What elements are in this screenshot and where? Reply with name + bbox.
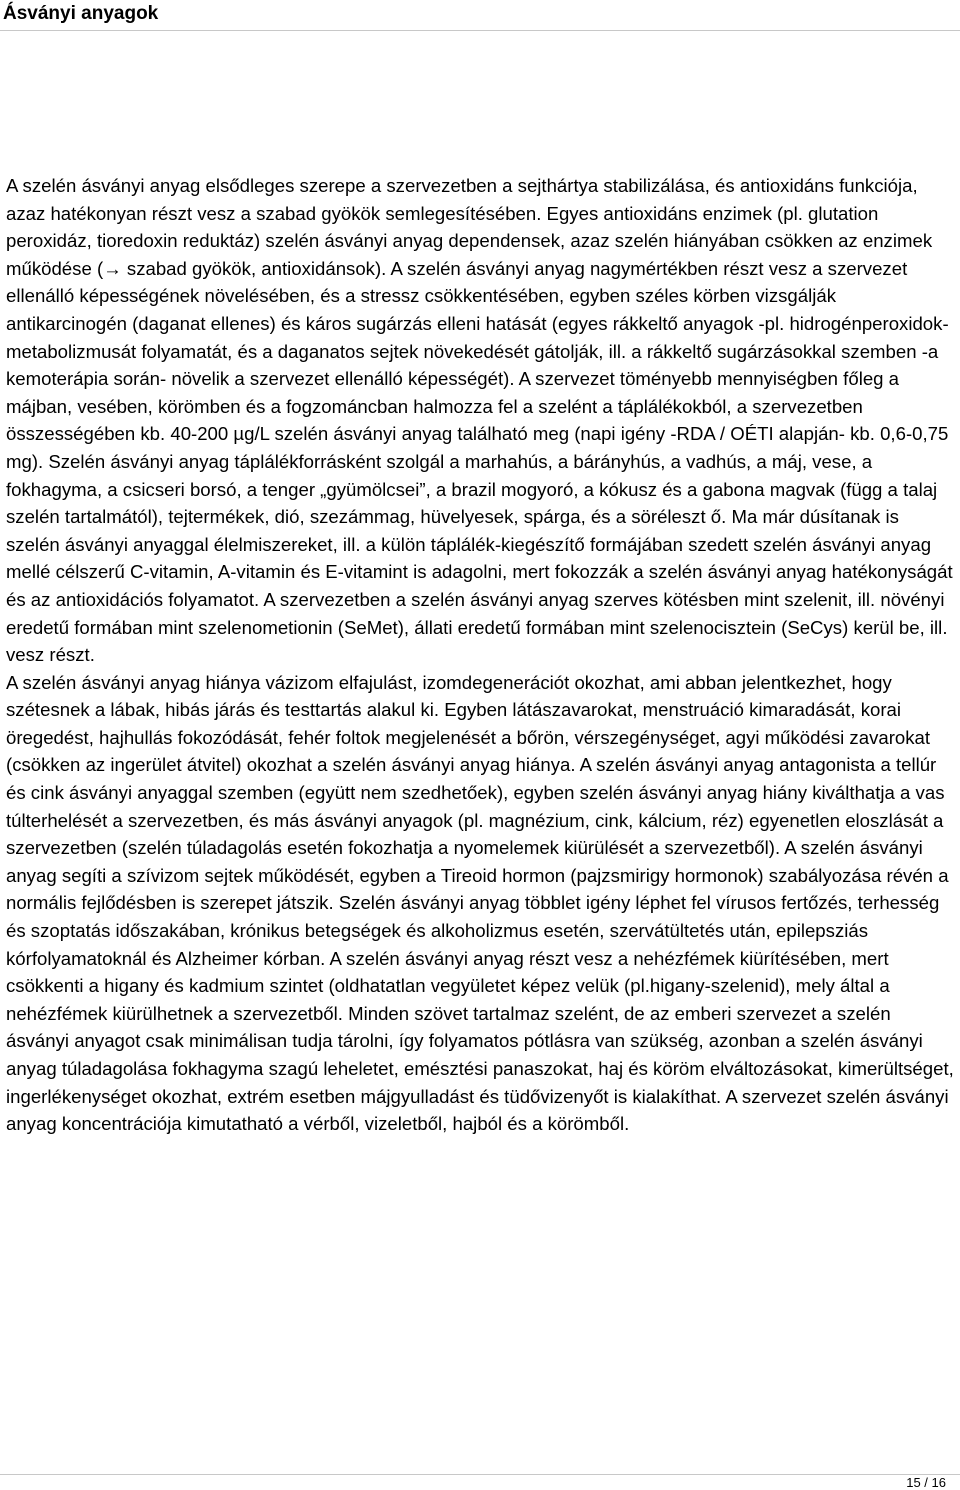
page-number: 15 / 16 (906, 1475, 946, 1490)
paragraph-selenium-deficiency: A szelén ásványi anyag hiánya vázizom elfajulást, izomdegenerációt okozhat, ami abban jelentkezhet, hogy szétesnek a lábak, hibás járás és testtartás alakul ki. Egyben látászavarokat, menstruáció kimaradását, korai öregedést, hajhullás fokozódását, fehér foltok megjelenését a bőrön, vérszegénységet, agyi működési zavarokat (csökken az ingerület átvitel) okozhat a szelén ásványi anyag hiánya. A szelén ásványi anyag antagonista a tellúr és cink ásványi anyaggal szemben (együtt nem szedhetőek), egyben szelén ásványi anyag hiány kiválthatja a vas túlterhelését a szervezetben, és más ásványi anyagok (pl. magnézium, cink, kálcium, réz) egyenetlen eloszlását a szervezetben (szelén túladagolás esetén fokozhatja a nyomelemek kiürülését a szervezetből). A szelén ásványi anyag segíti a szívizom sejtek működését, egyben a Tireoid hormon (pajzsmirigy hormonok) szabályozása révén a normális fejlődésben is szerepet játszik. Szelén ásványi anyag többlet igény léphet fel vírusos fertőzés, terhesség és szoptatás időszakában, krónikus betegségek és alkoholizmus esetén, szervátültetés után, epilepsziás kórfolyamatoknál és Alzheimer kórban. A szelén ásványi anyag részt vesz a nehézfémek kiürítésében, mert csökkenti a higany és kadmium szintet (oldhatatlan vegyületet képez velük (pl.higany-szelenid), mely által a nehézfémek kiürülhetnek a szervezetből. Minden szövet tartalmaz szelént, de az emberi szervezet a szelén ásványi anyagot csak minimálisan tudja tárolni, így folyamatos pótlásra van szükség, azonban a szelén ásványi anyag túladagolása fokhagyma szagú leheletet, emésztési panaszokat, haj és köröm elváltozásokat, kimerültséget, ingerlékenységet okozhat, extrém esetben májgyulladást és tüdővizenyőt is kialakíthat. A szervezet szelén ásványi anyag koncentrációja kimutatható a vérből, vizeletből, hajból és a körömből. (6, 671, 954, 1135)
footer-divider (0, 1474, 960, 1475)
document-title: Ásványi anyagok (3, 3, 159, 24)
paragraph-selenium-role: A szelén ásványi anyag elsődleges szerepe a szervezetben a sejthártya stabilizálása, és antioxidáns funkciója, azaz hatékonyan részt vesz a szabad gyökök semlegesítésében. Egyes antioxidáns enzimek (pl. glutation peroxidáz, tioredoxin reduktáz) szelén ásványi anyag dependensek, azaz szelén hiányában csökken az enzimek működése (→ szabad gyökök, antioxidánsok). A szelén ásványi anyag nagymértékben részt vesz a szervezet ellenálló képességének növelésében, és a stressz csökkentésében, egyben széles körben vizsgálják antikarcinogén (daganat ellenes) és káros sugárzás elleni hatását (egyes rákkeltő anyagok -pl. hidrogénperoxidok- metabolizmusát folyamatát, és a daganatos sejtek növekedését gátolják, ill. a rákkeltő sugárzásokkal szemben -a kemoterápia során- növelik a szervezet ellenálló képességét). A szervezet töményebb mennyiségben főleg a májban, vesében, körömben és a fogzománcban halmozza fel a szelént a táplálékokból, a szervezetben összességében kb. 40-200 µg/L szelén ásványi anyag található meg (napi igény -RDA / OÉTI alapján- kb. 0,6-0,75 mg). Szelén ásványi anyag táplálékforrásként szolgál a marhahús, a bárányhús, a vadhús, a máj, vese, a fokhagyma, a csicseri borsó, a tenger „gyümölcsei”, a brazil mogyoró, a kókusz és a gabona magvak (függ a talaj szelén tartalmától), tejtermékek, dió, szezámmag, hüvelyesek, spárga, és a söréleszt ő. Ma már dúsítanak is szelén ásványi anyaggal élelmiszereket, ill. a külön táplálék-kiegészítő formájában szedett szelén ásványi anyag mellé célszerű C-vitamin, A-vitamin és E-vitamint is adagolni, mert fokozzák a szelén ásványi anyag hatékonyságát és az antioxidációs folyamatot. A szervezetben a szelén ásványi anyag szerves kötésben mint szelenit, ill. növényi eredetű formában mint szelenometionin (SeMet), állati eredetű formában mint szelenocisztein (SeCys) kerül be, ill. vesz részt. (6, 175, 953, 666)
header-divider (0, 30, 960, 31)
document-body (6, 172, 954, 1138)
